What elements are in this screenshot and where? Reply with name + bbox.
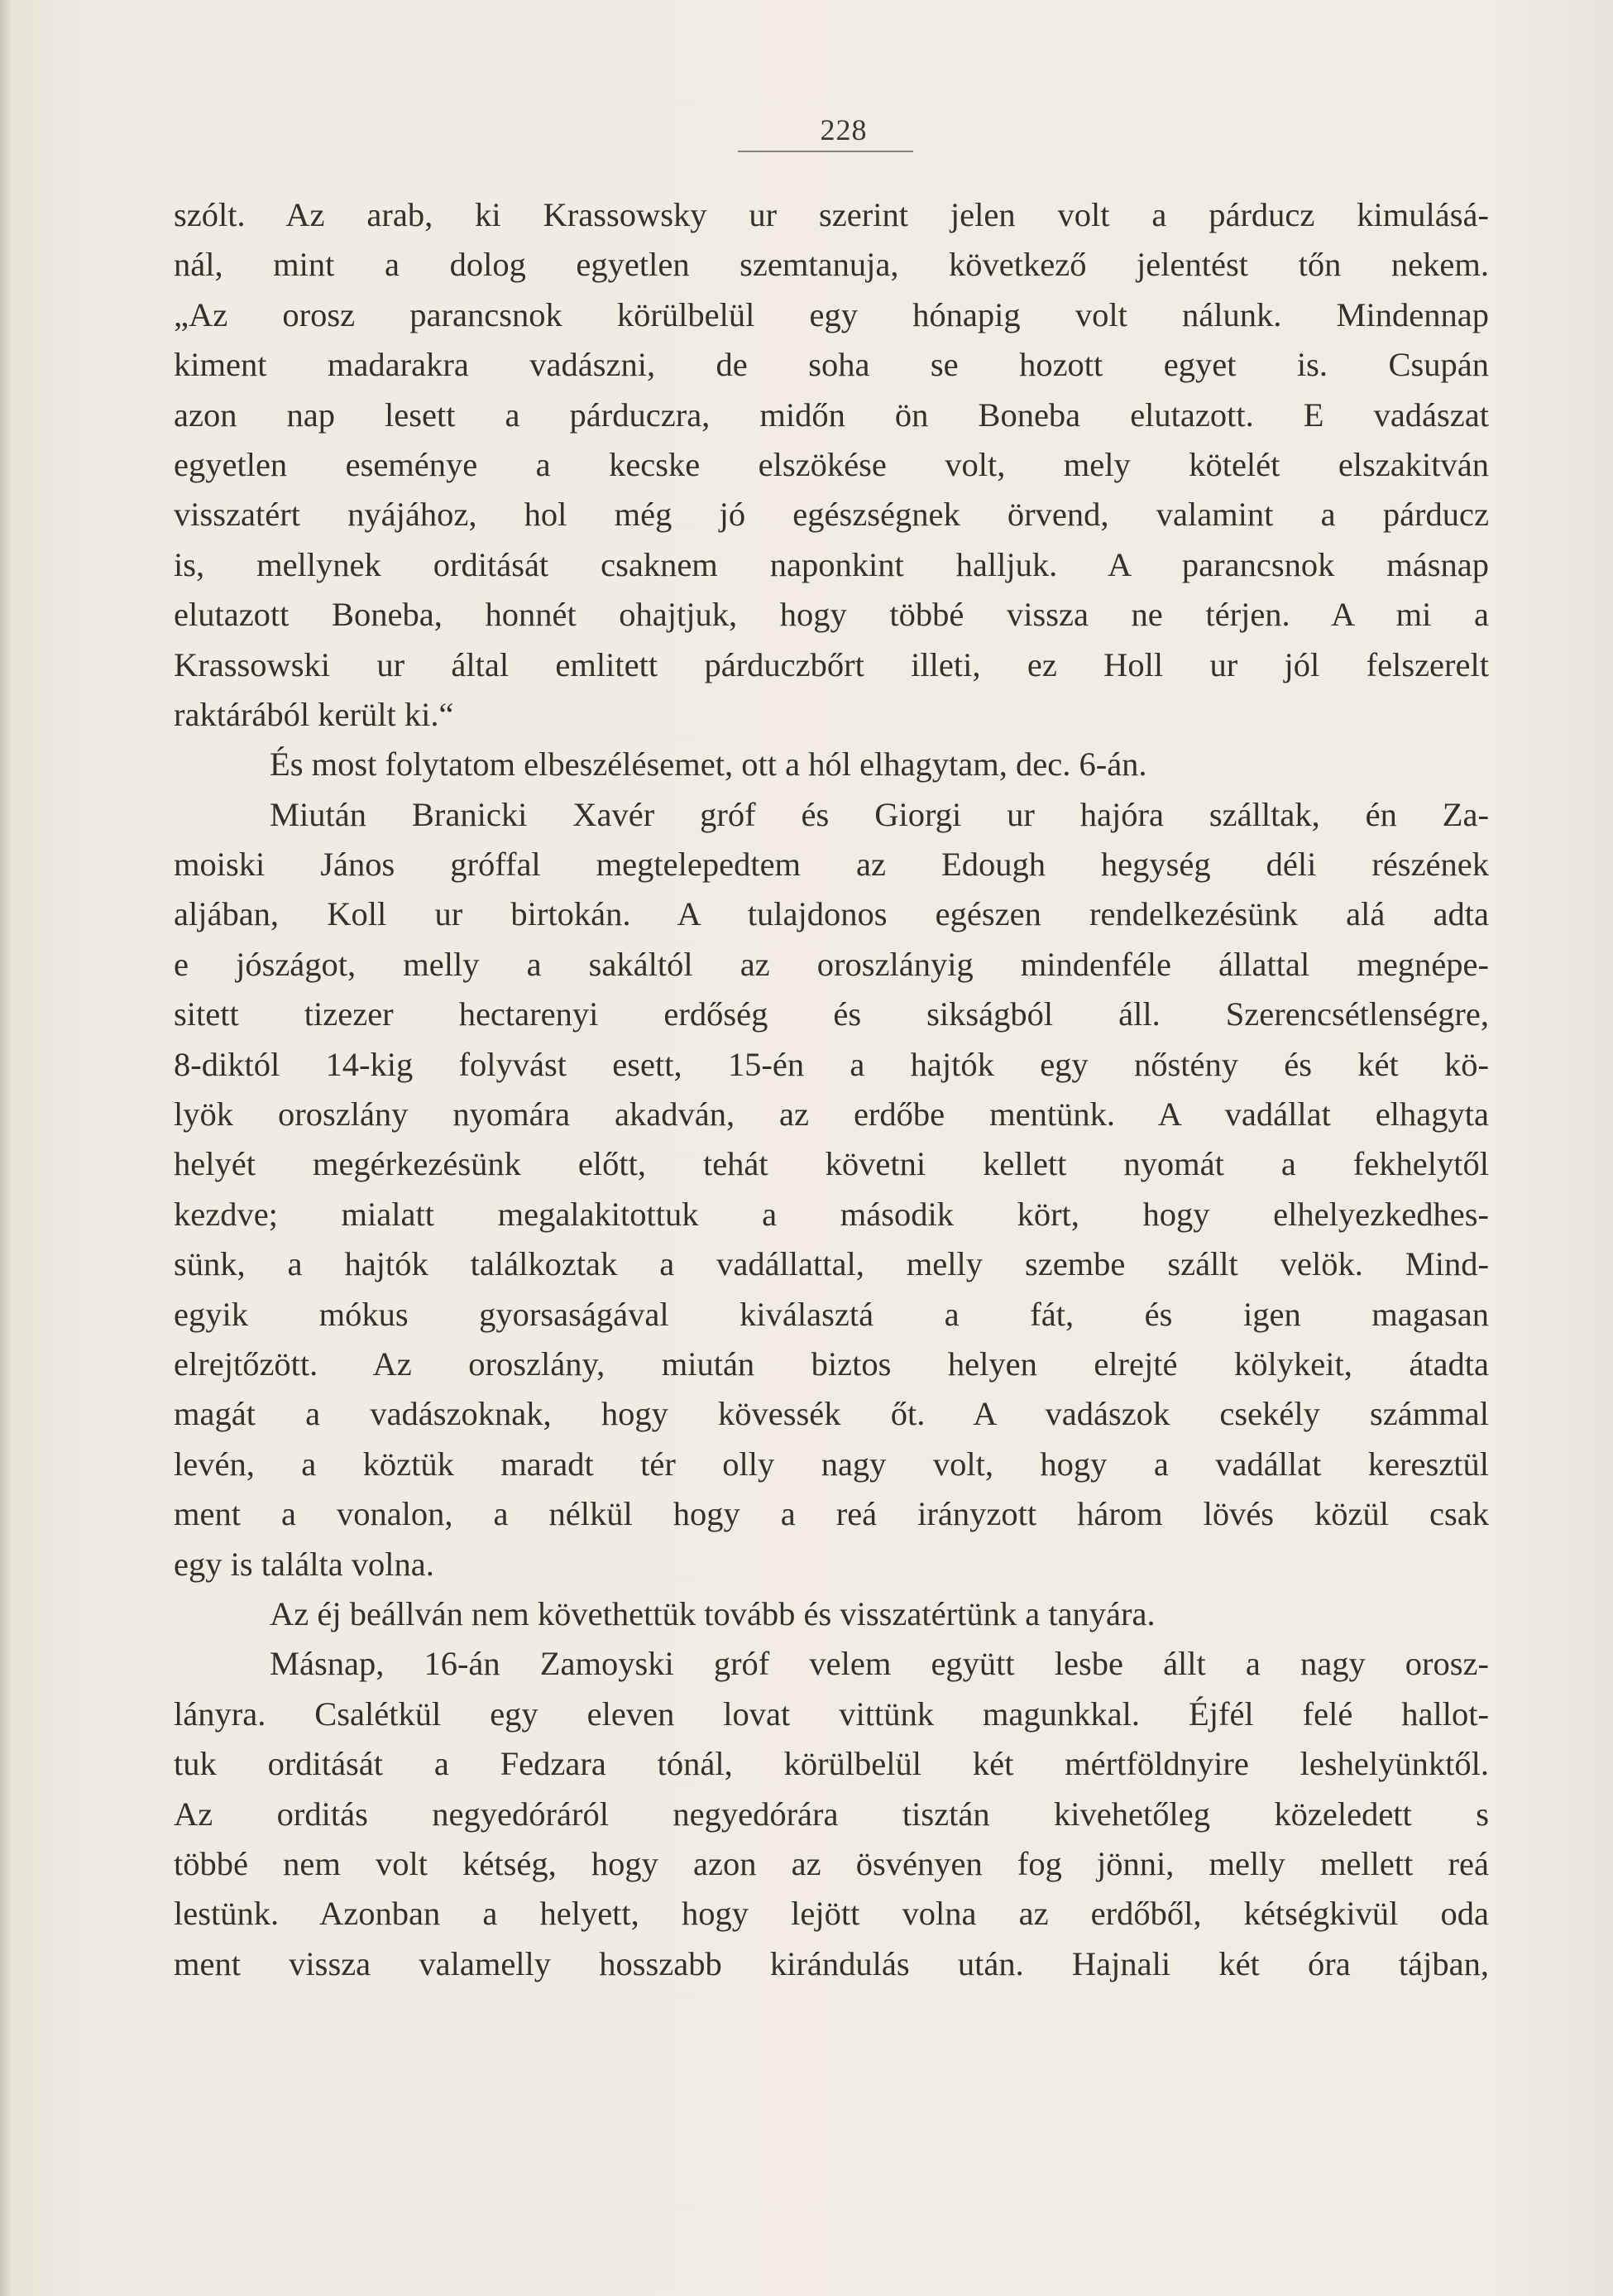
text-line: azon nap lesett a párduczra, midőn ön Boneba elutazott. E vadászat [174, 395, 1489, 434]
text-line: Krassowski ur által emlitett párduczbőrt illeti, ez Holl ur jól felszerelt [174, 645, 1489, 683]
text-line: sünk, a hajtók találkoztak a vadállattal, melly szembe szállt velök. Mind- [174, 1245, 1489, 1283]
text-line: moiski János gróffal megtelepedtem az Edough hegység déli részének [174, 846, 1489, 884]
page-gutter-shadow [0, 0, 12, 2296]
body-text [174, 190, 1489, 1989]
text-line: lestünk. Azonban a helyett, hogy lejött volna az erdőből, kétségkivül oda [174, 1895, 1489, 1933]
page-number: 228 [820, 113, 868, 146]
text-line: elutazott Boneba, honnét ohajtjuk, hogy többé vissza ne térjen. A mi a [174, 596, 1489, 634]
text-line: nál, mint a dolog egyetlen szemtanuja, következő jelentést tőn nekem. [174, 246, 1489, 284]
text-line: is, mellynek orditását csaknem naponkint halljuk. A parancsnok másnap [174, 545, 1489, 583]
text-line: lyök oroszlány nyomára akadván, az erdőbe mentünk. A vadállat elhagyta [174, 1095, 1489, 1134]
text-line: lányra. Csalétkül egy eleven lovat vittünk magunkkal. Éjfél felé hallot- [174, 1694, 1489, 1733]
paragraph-start: Másnap, 16-án Zamoyski gróf velem együtt lesbe állt a nagy orosz- [270, 1645, 1489, 1683]
page-number-rule [738, 151, 913, 152]
text-line: magát a vadászoknak, hogy kövessék őt. A vadászok csekély számmal [174, 1395, 1489, 1433]
text-line: ment a vonalon, a nélkül hogy a reá irányzott három lövés közül csak [174, 1495, 1489, 1533]
text-line: sitett tizezer hectarenyi erdőség és sikságból áll. Szerencsétlenségre, [174, 995, 1489, 1033]
text-line: egyik mókus gyorsaságával kiválasztá a fát, és igen magasan [174, 1295, 1489, 1333]
paragraph-start: Miután Branicki Xavér gróf és Giorgi ur hajóra szálltak, én Za- [270, 795, 1489, 833]
text-line: elrejtőzött. Az oroszlány, miután biztos helyen elrejté kölykeit, átadta [174, 1345, 1489, 1383]
text-line: egyetlen eseménye a kecske elszökése volt, mely kötelét elszakitván [174, 445, 1489, 483]
text-line: „Az orosz parancsnok körülbelül egy hónapig volt nálunk. Mindennap [174, 295, 1489, 333]
text-line: többé nem volt kétség, hogy azon az ösvényen fog jönni, melly mellett reá [174, 1844, 1489, 1882]
text-line: ment vissza valamelly hosszabb kirándulás után. Hajnali két óra tájban, [174, 1944, 1489, 1982]
text-line: Az orditás negyedóráról negyedórára tisztán kivehetőleg közeledett s [174, 1795, 1489, 1833]
text-line: szólt. Az arab, ki Krassowsky ur szerint jelen volt a párducz kimulásá- [174, 196, 1489, 233]
text-line: raktárából került ki.“ [174, 695, 454, 733]
text-line: helyét megérkezésünk előtt, tehát követni kellett nyomát a fekhelytől [174, 1145, 1489, 1183]
text-line: tuk orditását a Fedzara tónál, körülbelül két mértföldnyire leshelyünktől. [174, 1745, 1489, 1783]
text-line: egy is találta volna. [174, 1545, 434, 1583]
paragraph-start: Az éj beállván nem követhettük tovább és visszatértünk a tanyára. [270, 1594, 1156, 1632]
text-line: aljában, Koll ur birtokán. A tulajdonos egészen rendelkezésünk alá adta [174, 895, 1489, 933]
text-line: 8-diktól 14-kig folyvást esett, 15-én a hajtók egy nőstény és két kö- [174, 1045, 1489, 1083]
text-line: kiment madarakra vadászni, de soha se hozott egyet is. Csupán [174, 346, 1489, 384]
text-line: kezdve; mialatt megalakitottuk a második kört, hogy elhelyezkedhes- [174, 1195, 1489, 1233]
text-line: levén, a köztük maradt tér olly nagy volt, hogy a vadállat keresztül [174, 1445, 1489, 1483]
paragraph-start: És most folytatom elbeszélésemet, ott a hól elhagytam, dec. 6-án. [270, 745, 1147, 784]
text-line: visszatért nyájához, hol még jó egészségnek örvend, valamint a párducz [174, 496, 1489, 534]
text-line: e jószágot, melly a sakáltól az oroszlányig mindenféle állattal megnépe- [174, 945, 1489, 983]
